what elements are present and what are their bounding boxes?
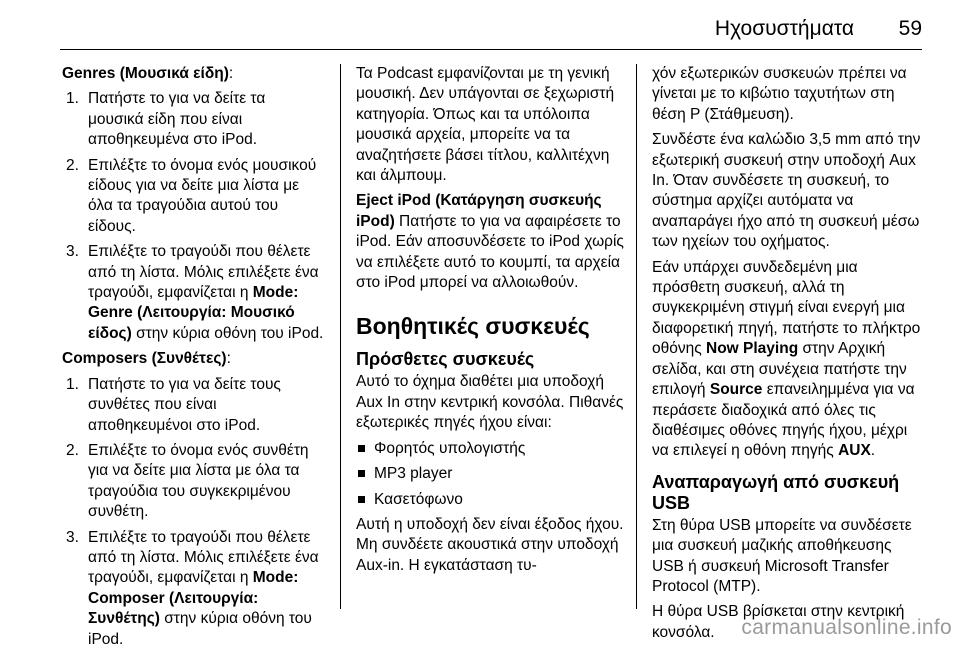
column-divider-2: [636, 64, 637, 609]
column-2: [356, 64, 626, 581]
genres-steps: [62, 89, 324, 344]
list-item: 3. Επιλέξτε το τραγούδι που θέλετε από τη λίστα. Μόλις επιλέξετε ένα τραγούδι, εμφανίζεται η Mode: Genre (Λειτουργία: Μουσικό είδος) στην κύρια οθόνη του iPod.: [66, 243, 324, 342]
list-item: Φορητός υπολογιστής: [356, 439, 626, 459]
page-header: [60, 0, 922, 50]
usb-location-paragraph: Η θύρα USB βρίσκεται στην κεντρική κονσόλα.: [652, 603, 905, 641]
genres-heading: Genres (Μουσικά είδη):: [62, 65, 234, 82]
column-3: [652, 64, 924, 648]
list-item: MP3 player: [356, 464, 626, 484]
usb-paragraph: Στη θύρα USB μπορείτε να συνδέσετε μια συσκευή μαζικής αποθήκευσης USB ή συσκευή Microsoft Transfer Protocol (MTP).: [652, 516, 912, 595]
list-item: 1. Πατήστε το για να δείτε τους συνθέτες που είναι αποθηκευμένοι στο iPod.: [66, 375, 281, 434]
column-divider-1: [340, 64, 341, 609]
list-item: Κασετόφωνο: [356, 490, 626, 510]
bullet-square-icon: [358, 445, 365, 452]
source-paragraph: Εάν υπάρχει συνδεδεμένη μια πρόσθετη συσκευή, αλλά τη συγκεκριμένη στιγμή είναι ενεργή μια διαφορετική πηγή, πατήστε το πλήκτρο οθόνης Now Playing στην Αρχική σελίδα, και στη συνέχεια πατήστε την επιλογή Source επανειλημμένα για να περάσετε διαδοχικά από όλες τις διαθέσιμες οθόνες πηγής ήχου, μέχρι να επιλεγεί η οθόνη πηγής AUX.: [652, 258, 921, 460]
aux-output-paragraph: Αυτή η υποδοχή δεν είναι έξοδος ήχου. Μη συνδέετε ακουστικά στην υποδοχή Aux-in. Η εγκατάσταση τυ-: [356, 515, 624, 574]
list-item: 3. Επιλέξτε το τραγούδι που θέλετε από τη λίστα. Μόλις επιλέξετε ένα τραγούδι, εμφανίζεται η Mode: Composer (Λειτουργία: Συνθέτης) στην κύρια οθόνη του iPod.: [66, 528, 319, 648]
section-heading-auxiliary: Βοηθητικές συσκευές: [356, 313, 590, 340]
list-item: 1. Πατήστε το για να δείτε τα μουσικά είδη που είναι αποθηκευμένα στο iPod.: [66, 90, 266, 149]
bullet-square-icon: [358, 496, 365, 503]
list-item: 2. Επιλέξτε το όνομα ενός μουσικού είδους για να δείτε μια λίστα με όλα τα τραγούδια αυτού του είδους.: [66, 156, 317, 235]
bullet-square-icon: [358, 470, 365, 477]
install-paragraph: χόν εξωτερικών συσκευών πρέπει να γίνεται με το κιβώτιο ταχυτήτων στη θέση P (Στάθμευση).: [652, 65, 907, 123]
subheading-usb-playback: Αναπαραγωγή από συσκευή USB: [652, 471, 900, 513]
composers-heading: Composers (Συνθέτες):: [62, 350, 231, 368]
page-title: Ηχοσυστήματα: [714, 17, 854, 40]
header-rule: [60, 49, 922, 50]
composers-steps: [62, 375, 324, 650]
subheading-additional-devices: Πρόσθετες συσκευές: [356, 349, 535, 370]
column-1: [62, 64, 324, 655]
eject-paragraph: Eject iPod (Κατάργηση συσκευής iPod) Πατήστε το για να αφαιρέσετε το iPod. Εάν αποσυνδέσετε το iPod χωρίς να επιλέξετε αυτό το κουμπί, τα αρχεία στο iPod μπορεί να αλλοιωθούν.: [356, 192, 624, 292]
audio-sources-list: [356, 439, 626, 510]
aux-paragraph: Αυτό το όχημα διαθέτει μια υποδοχή Aux In στην κεντρική κονσόλα. Πιθανές εξωτερικές πηγές ήχου είναι:: [356, 373, 624, 432]
watermark: carmanualsonline.info: [741, 616, 952, 639]
podcast-paragraph: Τα Podcast εμφανίζονται με τη γενική μουσική. Δεν υπάγονται σε ξεχωριστή κατηγορία. Όπως και τα υπόλοιπα μουσικά αρχεία, μπορείτε να τα αναζητήσετε βάσει τίτλου, καλλιτέχνη και άλμπουμ.: [356, 65, 615, 185]
connect-paragraph: Συνδέστε ένα καλώδιο 3,5 mm από την εξωτερική συσκευή στην υποδοχή Aux In. Όταν συνδέσετε τη συσκευή, το σύστημα αρχίζει αυτόματα να αναπαράγει ήχο από τη συσκευή μέσω των ηχείων του οχήματος.: [652, 131, 921, 251]
page-number: 59: [898, 17, 922, 40]
list-item: 2. Επιλέξτε το όνομα ενός συνθέτη για να δείτε μια λίστα με όλα τα τραγούδια του συγκεκριμένου συνθέτη.: [66, 441, 309, 521]
